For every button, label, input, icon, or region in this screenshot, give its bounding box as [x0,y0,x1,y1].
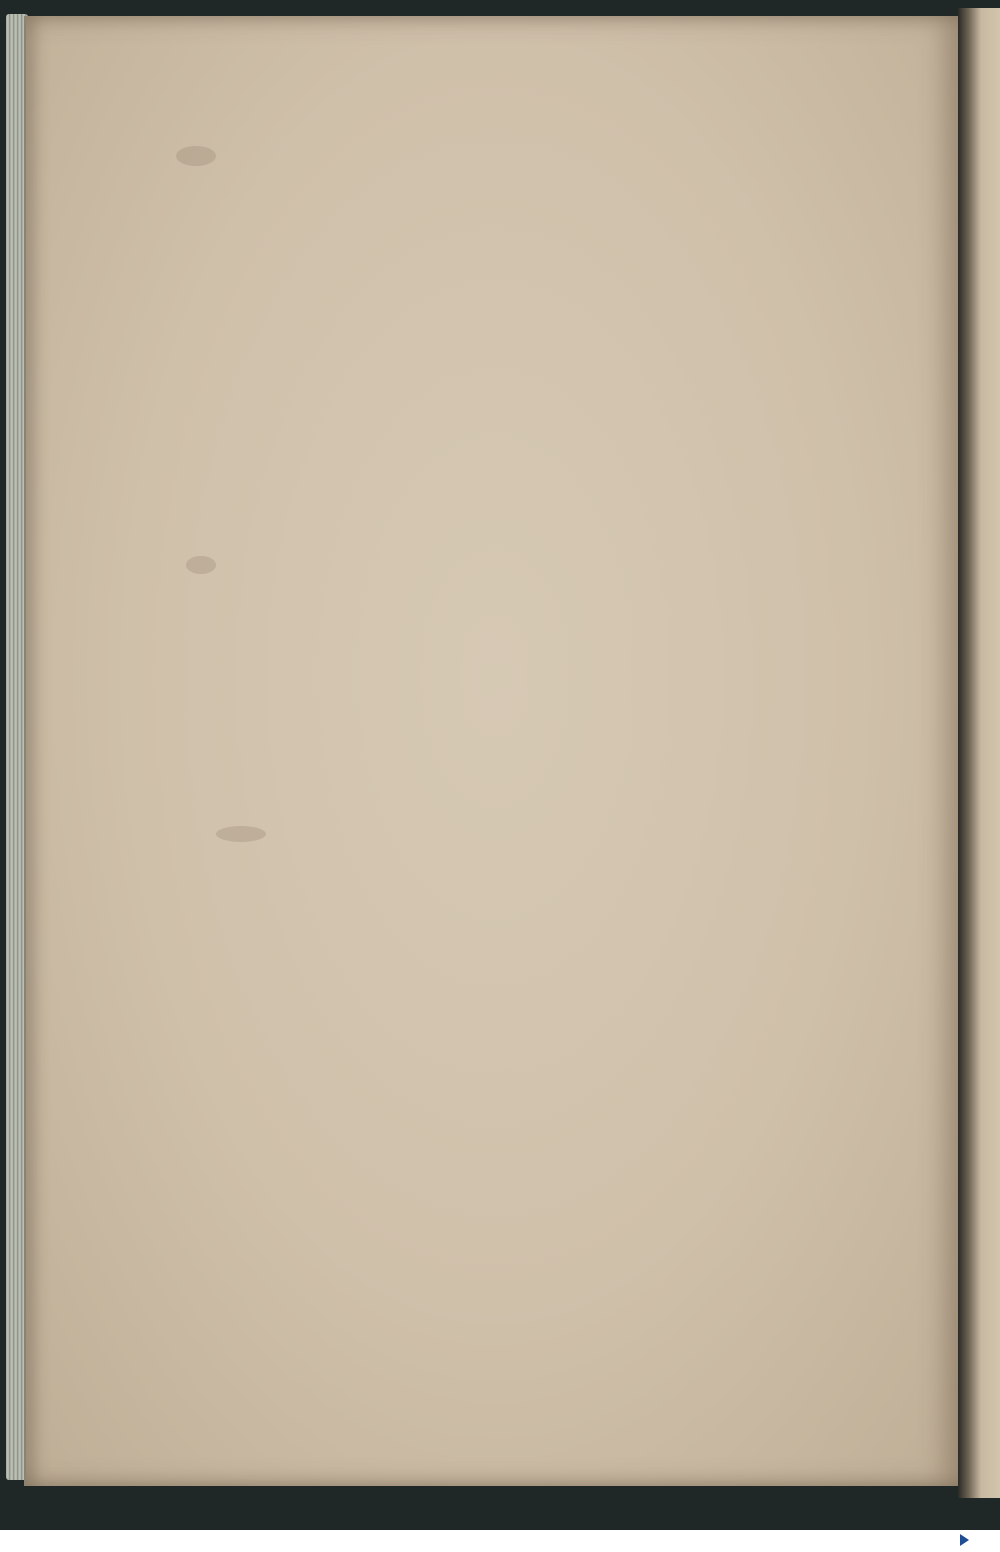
footer-bar [0,1530,1000,1552]
page-stain [176,146,216,166]
page-stain [186,556,216,574]
adjacent-page-edge [976,0,1000,1200]
book-page [24,16,964,1486]
page-stain [216,826,266,842]
dfg-logo [960,1533,994,1547]
dfg-arrow-icon [960,1534,969,1546]
